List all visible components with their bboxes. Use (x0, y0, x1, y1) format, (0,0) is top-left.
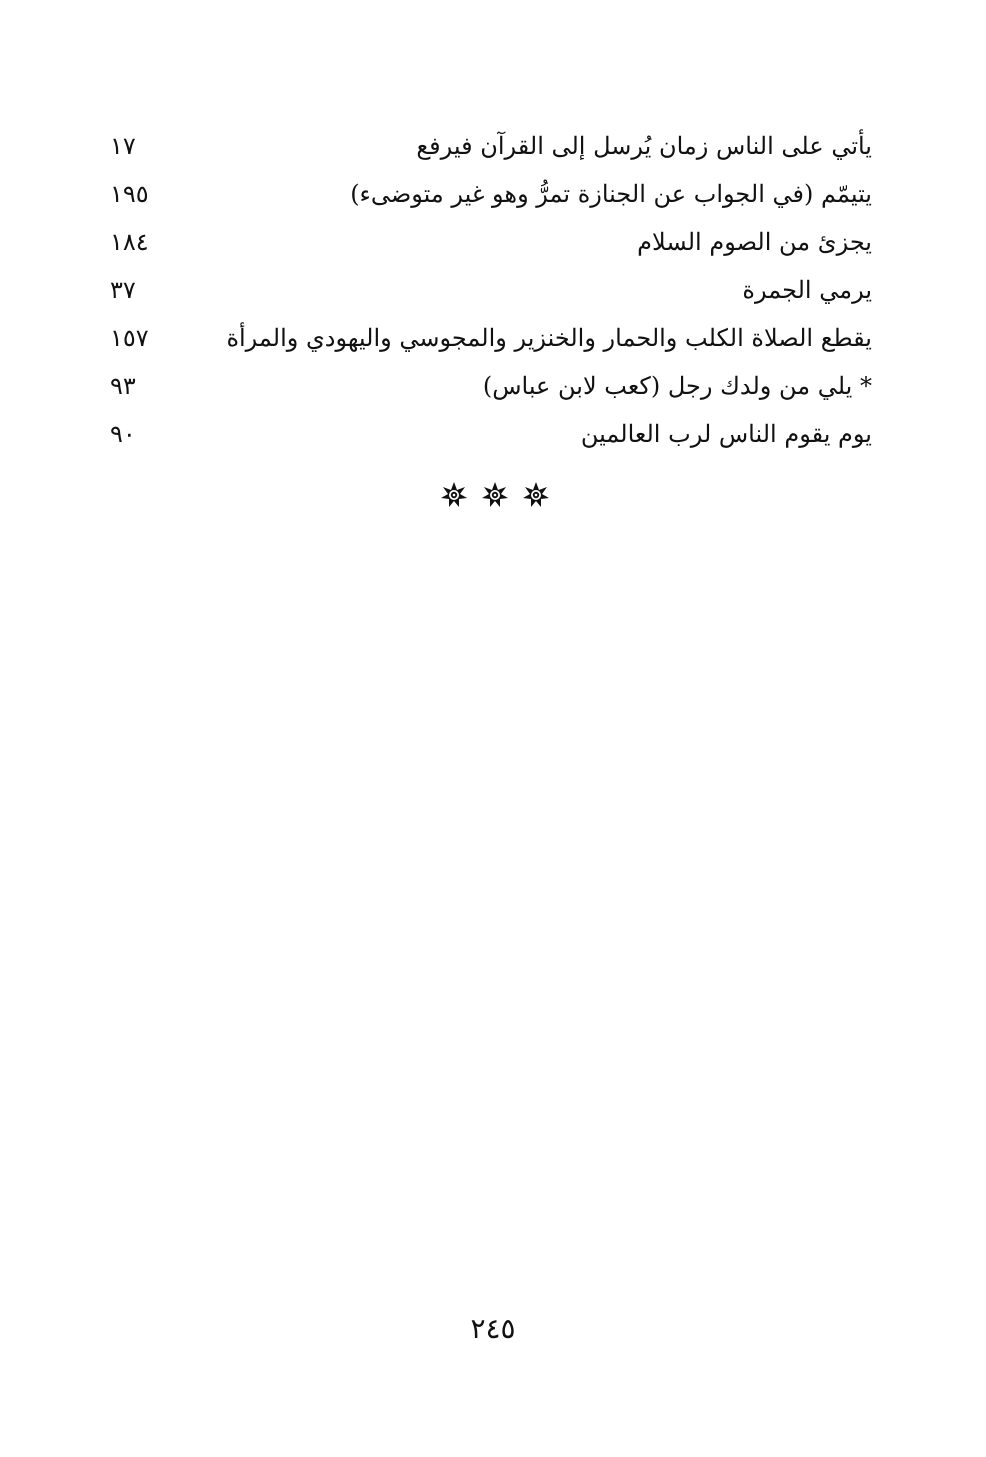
entry-page-number: ٣٧ (110, 276, 136, 304)
entry-text: يوم يقوم الناس لرب العالمين (580, 420, 872, 448)
entry-text: يتيمّم (في الجواب عن الجنازة تمرُّ وهو غير متوضىء) (350, 180, 872, 208)
entry-page-number: ١٩٥ (110, 180, 149, 208)
entry-text: يقطع الصلاة الكلب والحمار والخنزير والمجوسي واليهودي والمرأة (226, 324, 872, 352)
entry-page-number: ١٥٧ (110, 324, 149, 352)
star-flower-ornament-icon (440, 481, 468, 509)
index-entry (110, 314, 872, 362)
index-entry (110, 122, 872, 170)
index-entry (110, 362, 872, 410)
page-number: ٢٤٥ (470, 1312, 516, 1345)
entry-text: يجزئ من الصوم السلام (637, 228, 872, 256)
index-entry (110, 266, 872, 314)
index-list (110, 122, 872, 458)
entry-page-number: ٩٣ (110, 372, 136, 400)
entry-page-number: ١٨٤ (110, 228, 149, 256)
entry-text: يرمي الجمرة (742, 276, 872, 304)
entry-text: * يلي من ولدك رجل (كعب لابن عباس) (482, 372, 872, 400)
index-entry (110, 218, 872, 266)
section-end-ornaments (440, 478, 550, 512)
star-flower-ornament-icon (522, 481, 550, 509)
entry-text: يأتي على الناس زمان يُرسل إلى القرآن فيرفع (416, 132, 872, 160)
entry-page-number: ٩٠ (110, 420, 136, 448)
index-entry (110, 410, 872, 458)
star-flower-ornament-icon (481, 481, 509, 509)
index-entry (110, 170, 872, 218)
entry-page-number: ١٧ (110, 132, 136, 160)
